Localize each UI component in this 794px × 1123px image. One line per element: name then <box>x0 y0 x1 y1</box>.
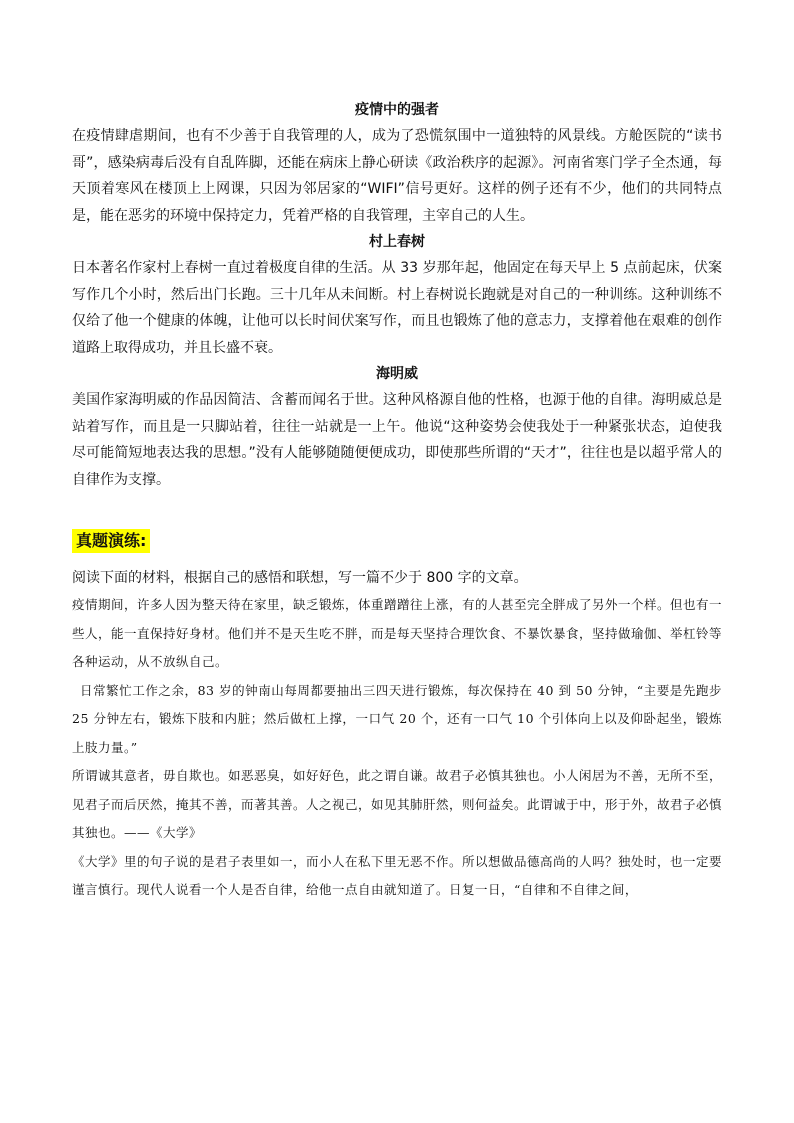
material-paragraph: 所谓诚其意者，毋自欺也。如恶恶臭，如好好色，此之谓自谦。故君子必慎其独也。小人闲居为不善，无所不至，见君子而后厌然，掩其不善，而著其善。人之视己，如见其肺肝然，则何益矣。此谓诚于中，形于外，故君子必慎其独也。——《大学》 <box>72 768 723 840</box>
section-title: 疫情中的强者 <box>355 102 439 118</box>
exercise-section <box>72 529 722 905</box>
material-paragraph: 日常繁忙工作之余，83 岁的钟南山每周都要抽出三四天进行锻炼，每次保持在 40 到 50 分钟，“主要是先跑步 25 分钟左右，锻炼下肢和内脏；然后做杠上撑，一口气 20 个，还有一口气 10 个引体向上以及仰卧起坐，锻炼上肢力量。” <box>72 682 722 755</box>
exercise-instruction: 阅读下面的材料，根据自己的感悟和联想，写一篇不少于 800 字的文章。 <box>72 570 528 586</box>
material-paragraph: 疫情期间，许多人因为整天待在家里，缺乏锻炼，体重蹭蹭往上涨，有的人甚至完全胖成了另外一个样。但也有一些人，能一直保持好身材。他们并不是天生吃不胖，而是每天坚持合理饮食、不暴饮暴食，坚持做瑜伽、举杠铃等各种运动，从不放纵自己。 <box>72 597 723 669</box>
section-body: 美国作家海明威的作品因简洁、含蓄而闻名于世。这种风格源自他的性格，也源于他的自律。海明威总是站着写作，而且是一只脚站着，往往一站就是一上午。他说“这种姿势会使我处于一种紧张状态，迫使我尽可能简短地表达我的思想。”没有人能够随随便便成功，即使那些所谓的“天才”，往往也是以超乎常人的自律作为支撑。 <box>72 392 722 488</box>
exercise-badge: 真题演练: <box>72 529 150 553</box>
material-paragraph: 《大学》里的句子说的是君子表里如一，而小人在私下里无恶不作。所以想做品德高尚的人吗？独处时，也一定要谨言慎行。现代人说看一个人是否自律，给他一点自由就知道了。日复一日，“自律和不自律之间， <box>72 853 723 897</box>
document-page <box>72 97 722 905</box>
section-murakami <box>72 229 722 361</box>
section-body: 在疫情肆虐期间，也有不少善于自我管理的人，成为了恐慌氛围中一道独特的风景线。方舱医院的“读书哥”，感染病毒后没有自乱阵脚，还能在病床上静心研读《政治秩序的起源》。河南省寒门学子全杰通，每天顶着寒风在楼顶上上网课，只因为邻居家的“WIFI”信号更好。这样的例子还有不少，他们的共同特点是，能在恶劣的环境中保持定力，凭着严格的自我管理，主宰自己的人生。 <box>72 128 722 224</box>
section-hemingway <box>72 361 722 493</box>
section-epidemic <box>72 97 722 229</box>
section-title: 村上春树 <box>369 234 425 250</box>
section-title: 海明威 <box>376 366 418 382</box>
section-body: 日本著名作家村上春树一直过着极度自律的生活。从 33 岁那年起，他固定在每天早上 5 点前起床，伏案写作几个小时，然后出门长跑。三十几年从未间断。村上春树说长跑就是对自己的一种训练。这种训练不仅给了他一个健康的体魄，让他可以长时间伏案写作，而且也锻炼了他的意志力，支撑着他在艰难的创作道路上取得成功，并且长盛不衰。 <box>72 260 722 356</box>
